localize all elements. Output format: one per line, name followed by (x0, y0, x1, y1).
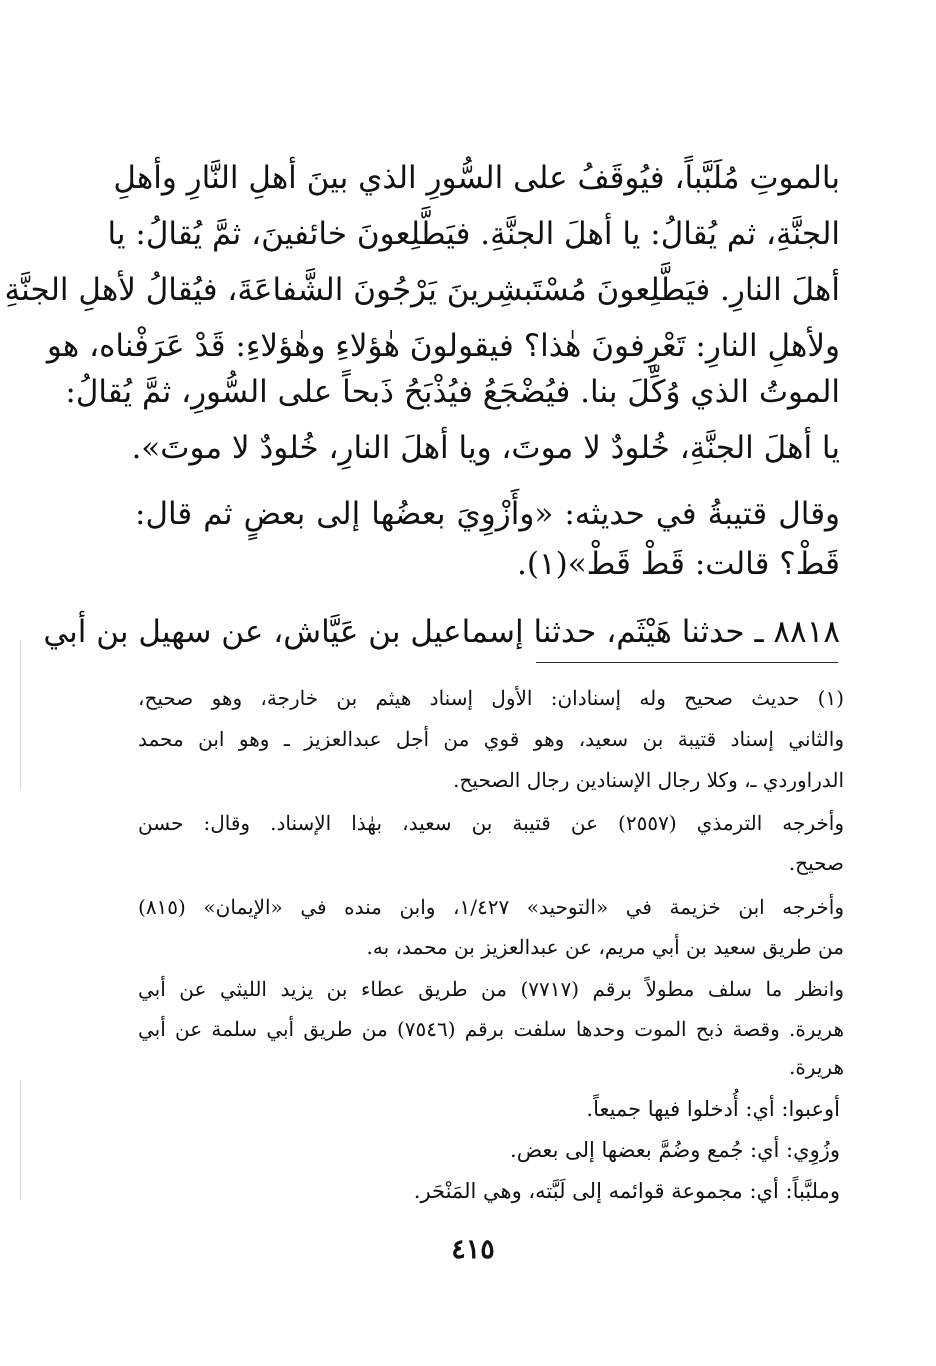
footnote-separator (536, 662, 838, 663)
main-text-line: بالموتِ مُلَبَّباً، فيُوقَفُ على السُّورِ الذي بينَ أهلِ النَّارِ وأهلِ (113, 160, 840, 196)
main-text-line: يا أهلَ الجنَّةِ، خُلودٌ لا موتَ، ويا أهلَ النارِ، خُلودٌ لا موتَ». (131, 430, 840, 466)
footnote-line: وأخرجه الترمذي (٢٥٥٧) عن قتيبة بن سعيد، بهٰذا الإسناد. وقال: حسن (138, 811, 845, 835)
footnote-line: من طريق سعيد بن أبي مريم، عن عبدالعزيز بن محمد، به. (366, 935, 844, 959)
main-text-line: ولأهلِ النارِ: تَعْرِفونَ هٰذا؟ فيقولونَ هٰؤلاءِ وهٰؤلاءِ: قَدْ عَرَفْناه، هو (46, 328, 840, 364)
footnote-line: هريرة. وقصة ذبح الموت وحدها سلفت برقم (٧٥٤٦) من طريق أبي سلمة عن أبي (138, 1017, 844, 1041)
footnote-line: وأخرجه ابن خزيمة في «التوحيد» ١/٤٢٧، وابن منده في «الإيمان» (٨١٥) (138, 895, 845, 919)
glossary-entry: أوعبوا: أي: أُدخلوا فيها جميعاً. (586, 1097, 840, 1121)
scan-edge-mark (20, 1080, 21, 1200)
footnote-line: وانظر ما سلف مطولاً برقم (٧٧١٧) من طريق عطاء بن يزيد الليثي عن أبي (138, 977, 844, 1001)
main-text-line: الموتُ الذي وُكِّلَ بنا. فيُضْجَعُ فيُذْبَحُ ذَبحاً على السُّورِ، ثمَّ يُقالُ: (65, 374, 840, 410)
hadith-8818-line: ٨٨١٨ ـ حدثنا هَيْثَم، حدثنا إسماعيل بن عَيَّاش، عن سهيل بن أبي (43, 614, 840, 650)
qutayba-line: وقال قتيبةُ في حديثه: «وأَزْوِيَ بعضُها إلى بعضٍ ثم قال: (135, 496, 840, 532)
footnote-line: الدراوردي ـ، وكلا رجال الإسنادين رجال الصحيح. (453, 768, 844, 792)
footnote-line: صحيح. (788, 851, 844, 875)
qutayba-line: قَطْ؟ قالت: قَطْ قَطْ»(١). (516, 546, 840, 582)
glossary-entry: وملبَّباً: أي: مجموعة قوائمه إلى لَبَّته، وهي المَنْحَر. (413, 1179, 840, 1203)
main-text-line: الجنَّةِ، ثم يُقالُ: يا أهلَ الجنَّةِ. فيَطَّلِعونَ خائفينَ، ثمَّ يُقالُ: يا (107, 216, 840, 252)
footnote-line: هريرة. (788, 1055, 844, 1079)
scan-edge-mark (20, 640, 21, 790)
glossary-entry: وزُوِي: أي: جُمع وضُمَّ بعضها إلى بعض. (510, 1138, 840, 1162)
footnote-line: (١) حديث صحيح وله إسنادان: الأول إسناد هيثم بن خارجة، وهو صحيح، (138, 686, 844, 710)
footnote-line: والثاني إسناد قتيبة بن سعيد، وهو قوي من أجل عبدالعزيز ـ وهو ابن محمد (138, 727, 844, 751)
main-text-line: أهلَ النارِ. فيَطَّلِعونَ مُسْتَبشِرينَ يَرْجُونَ الشَّفاعَةَ، فيُقالُ لأهلِ الجنَّةِ (4, 272, 840, 308)
page-number: ٤١٥ (451, 1234, 495, 1265)
